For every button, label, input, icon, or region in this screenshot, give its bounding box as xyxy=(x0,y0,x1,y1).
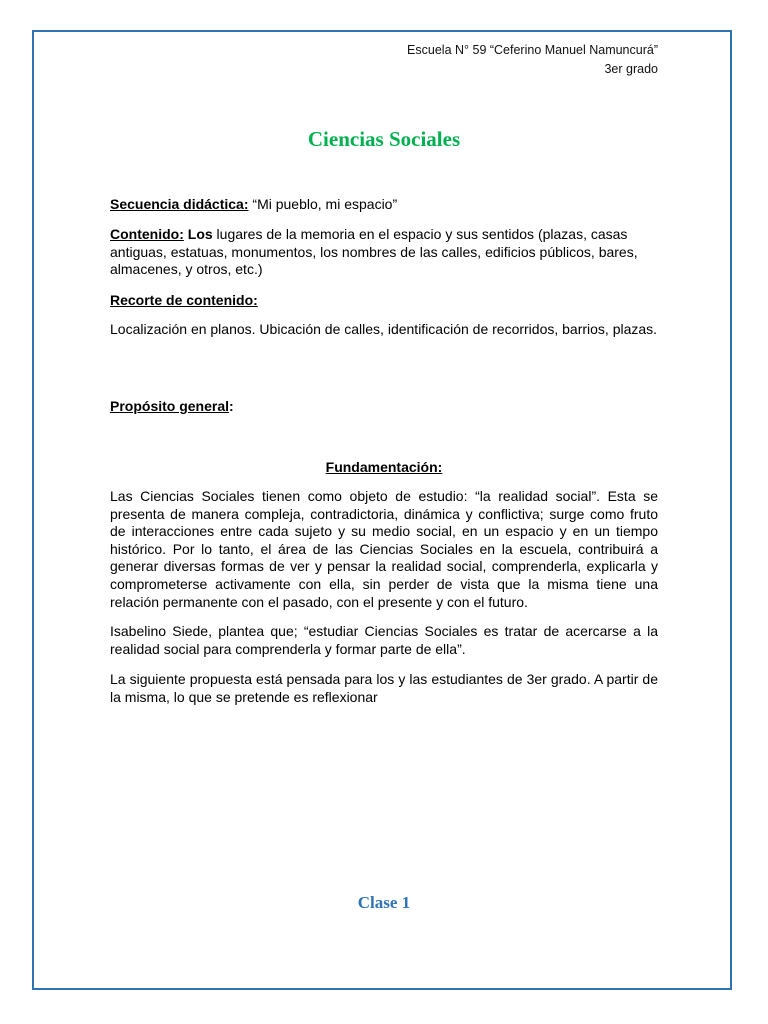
recorte-heading xyxy=(110,292,658,310)
clase-heading: Clase 1 xyxy=(357,893,411,912)
contenido-label: Contenido: xyxy=(110,226,184,242)
proposito-colon: : xyxy=(229,398,234,414)
page-header xyxy=(407,41,658,79)
recorte-text: Localización en planos. Ubicación de calles, identificación de recorridos, barrios, plazas. xyxy=(110,321,658,337)
proposito-label: Propósito general xyxy=(110,398,230,414)
proposito-heading xyxy=(110,398,658,416)
fundamentacion-paragraph-1: Las Ciencias Sociales tienen como objeto de estudio: “la realidad social”. Esta se presenta de manera compleja, contradictoria, dinámica y conflictiva; surge como fruto de interacciones entre cada sujeto y su medio social, en un espacio y en un tiempo histórico. Por lo tanto, el área de las Ciencias Sociales en la escuela, contribuirá a generar diversas formas de ver y pensar la realidad social, comprenderla, explicarla y comprometerse activamente con ella, sin perder de vista que la misma tiene una relación permanente con el pasado, con el presente y con el futuro. xyxy=(110,488,658,610)
contenido-paragraph xyxy=(110,226,658,279)
contenido-bold-word: Los xyxy=(183,226,213,242)
school-name: Escuela N° 59 “Ceferino Manuel Namuncurá” xyxy=(407,43,658,57)
document-title: Ciencias Sociales xyxy=(307,127,461,151)
secuencia-value: “Mi pueblo, mi espacio” xyxy=(248,196,398,212)
grade-label: 3er grado xyxy=(604,62,658,76)
secuencia-label: Secuencia didáctica: xyxy=(110,196,249,212)
fundamentacion-heading: Fundamentación: xyxy=(325,459,443,475)
recorte-label: Recorte de contenido: xyxy=(110,292,258,308)
secuencia-line xyxy=(110,196,658,214)
fundamentacion-paragraph-2: Isabelino Siede, plantea que; “estudiar Ciencias Sociales es tratar de acercarse a la realidad social para comprenderla y formar parte de ella”. xyxy=(110,623,658,657)
fundamentacion-paragraph-3: La siguiente propuesta está pensada para los y las estudiantes de 3er grado. A partir de la misma, lo que se pretende es reflexionar xyxy=(110,671,658,705)
contenido-text: lugares de la memoria en el espacio y sus sentidos (plazas, casas antiguas, estatuas, monumentos, los nombres de las calles, edificios públicos, bares, almacenes, y otros, etc.) xyxy=(110,226,638,278)
